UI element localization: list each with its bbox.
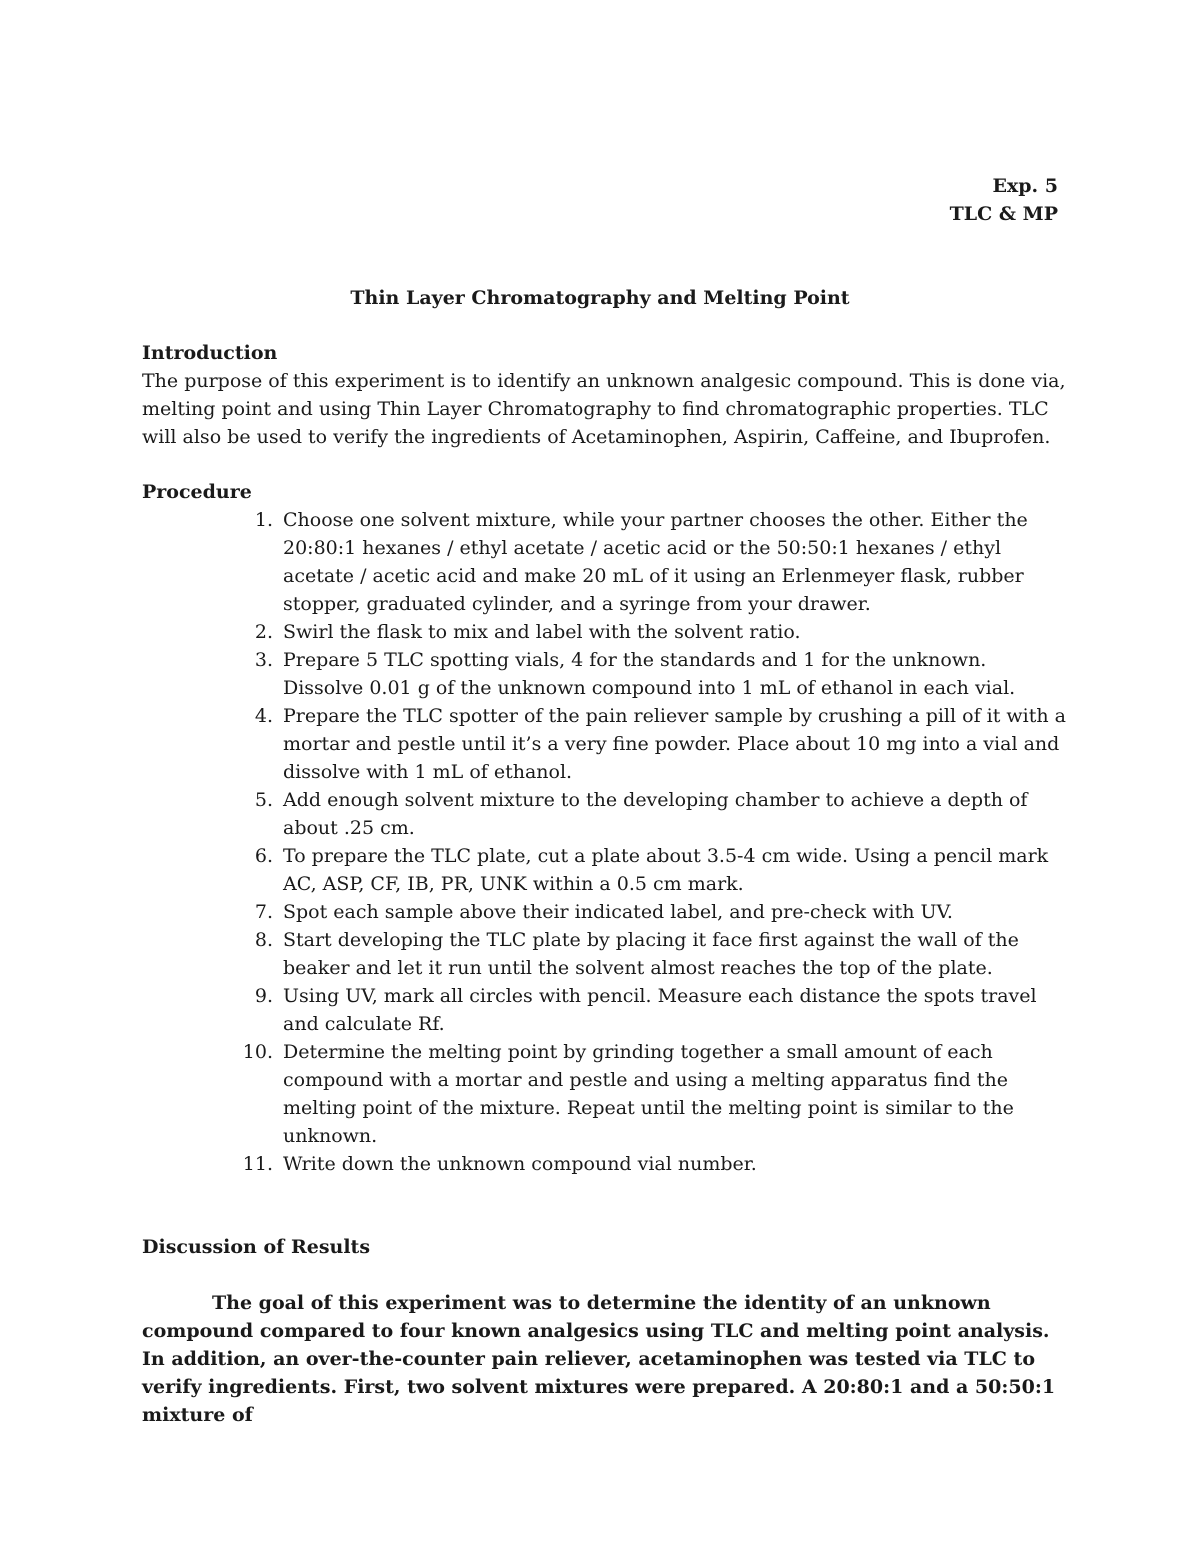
procedure-step bbox=[142, 926, 1072, 982]
step-text: Start developing the TLC plate by placing it face first against the wall of the beaker and let it run until the solvent almost reaches the top of the plate. bbox=[283, 929, 1019, 979]
procedure-step bbox=[142, 618, 1072, 646]
step-text: Spot each sample above their indicated label, and pre-check with UV. bbox=[283, 901, 953, 923]
discussion-heading: Discussion of Results bbox=[142, 1236, 371, 1258]
procedure-step bbox=[142, 1150, 1072, 1178]
step-number: 8. bbox=[254, 929, 273, 951]
step-text: Write down the unknown compound vial number. bbox=[283, 1153, 757, 1175]
procedure-step bbox=[142, 898, 1072, 926]
procedure-step bbox=[142, 786, 1072, 842]
introduction-heading: Introduction bbox=[142, 342, 278, 364]
step-text: Add enough solvent mixture to the developing chamber to achieve a depth of about .25 cm. bbox=[283, 789, 1028, 839]
procedure-step bbox=[142, 506, 1072, 618]
step-number: 11. bbox=[242, 1153, 273, 1175]
step-number: 7. bbox=[254, 901, 273, 923]
step-text: Choose one solvent mixture, while your partner chooses the other. Either the 20:80:1 hexanes / ethyl acetate / acetic acid or the 50:50:1 hexanes / ethyl acetate / acetic acid and make 20 mL of it using an Erlenmeyer flask, rubber stopper, graduated cylinder, and a syringe from your drawer. bbox=[283, 509, 1028, 615]
procedure-step bbox=[142, 842, 1072, 898]
step-number: 3. bbox=[254, 649, 273, 671]
discussion-text: The goal of this experiment was to determine the identity of an unknown compound compared to four known analgesics using TLC and melting point analysis. In addition, an over-the-counter pain reliever, acetaminophen was tested via TLC to verify ingredients. First, two solvent mixtures were prepared. A 20:80:1 and a 50:50:1 mixture of bbox=[142, 1292, 1056, 1426]
step-number: 1. bbox=[254, 509, 273, 531]
step-text: Swirl the flask to mix and label with the solvent ratio. bbox=[283, 621, 801, 643]
procedure-step bbox=[142, 702, 1072, 786]
step-number: 9. bbox=[254, 985, 273, 1007]
procedure-step bbox=[142, 982, 1072, 1038]
step-text: Using UV, mark all circles with pencil. Measure each distance the spots travel and calculate Rf. bbox=[283, 985, 1037, 1035]
step-number: 4. bbox=[254, 705, 273, 727]
experiment-number: Exp. 5 bbox=[992, 175, 1058, 197]
procedure-step bbox=[142, 1038, 1072, 1150]
step-number: 2. bbox=[254, 621, 273, 643]
header-block bbox=[950, 172, 1058, 228]
step-text: Prepare the TLC spotter of the pain reliever sample by crushing a pill of it with a mortar and pestle until it’s a very fine powder. Place about 10 mg into a vial and dissolve with 1 mL of ethanol. bbox=[283, 705, 1066, 783]
step-text: Prepare 5 TLC spotting vials, 4 for the standards and 1 for the unknown. Dissolve 0.01 g of the unknown compound into 1 mL of ethanol in each vial. bbox=[283, 649, 1016, 699]
step-number: 10. bbox=[242, 1041, 273, 1063]
procedure-list bbox=[142, 506, 1072, 1178]
step-text: To prepare the TLC plate, cut a plate about 3.5-4 cm wide. Using a pencil mark AC, ASP, CF, IB, PR, UNK within a 0.5 cm mark. bbox=[283, 845, 1049, 895]
procedure-step bbox=[142, 646, 1072, 702]
step-text: Determine the melting point by grinding together a small amount of each compound with a mortar and pestle and using a melting apparatus find the melting point of the mixture. Repeat until the melting point is similar to the unknown. bbox=[283, 1041, 1014, 1147]
document-title: Thin Layer Chromatography and Melting Point bbox=[350, 287, 850, 309]
step-number: 5. bbox=[254, 789, 273, 811]
step-number: 6. bbox=[254, 845, 273, 867]
experiment-subtitle: TLC & MP bbox=[949, 203, 1058, 225]
procedure-heading: Procedure bbox=[142, 481, 252, 503]
introduction-text: The purpose of this experiment is to identify an unknown analgesic compound. This is done via, melting point and using Thin Layer Chromatography to find chromatographic properties. TLC will also be used to verify the ingredients of Acetaminophen, Aspirin, Caffeine, and Ibuprofen. bbox=[142, 370, 1066, 448]
